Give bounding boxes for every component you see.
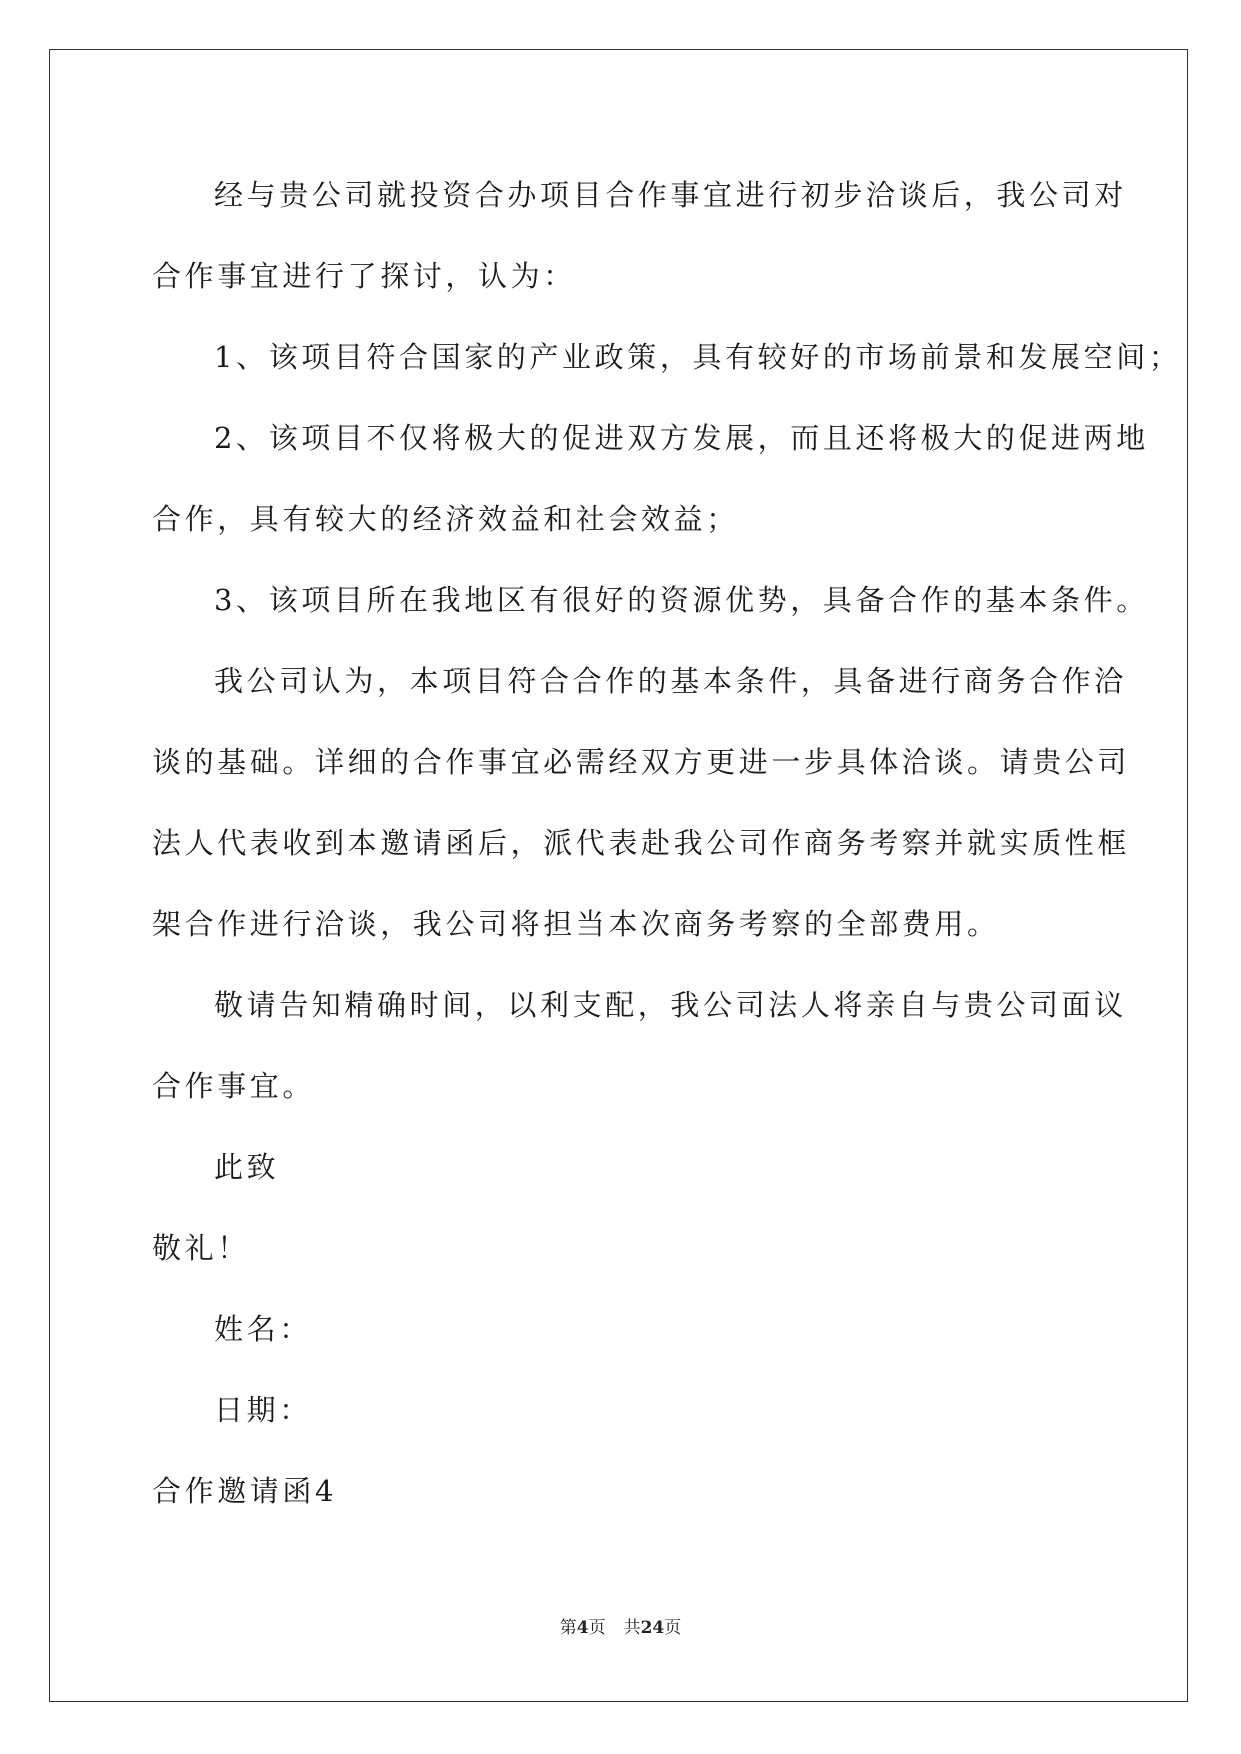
- paragraph-line: 2、该项目不仅将极大的促进双方发展，而且还将极大的促进两地: [214, 421, 1149, 455]
- page-prefix: 第: [559, 1618, 577, 1638]
- page-total: 24: [640, 1618, 665, 1638]
- paragraph-line: 合作，具有较大的经济效益和社会效益；: [152, 502, 739, 536]
- document-body: [152, 155, 1182, 1532]
- paragraph-line: 3、该项目所在我地区有很好的资源优势，具备合作的基本条件。: [214, 583, 1149, 617]
- paragraph-line: 1、该项目符合国家的产业政策，具有较好的市场前景和发展空间；: [214, 340, 1182, 374]
- page-footer: [0, 1613, 1241, 1638]
- closing-salutation: 此致: [214, 1150, 280, 1184]
- page-suffix: 页: [588, 1618, 606, 1638]
- total-prefix: 共: [623, 1618, 641, 1638]
- paragraph-line: 我公司认为，本项目符合合作的基本条件，具备进行商务合作洽: [214, 664, 1127, 698]
- paragraph-line: 合作事宜进行了探讨，认为：: [152, 259, 576, 293]
- total-suffix: 页: [664, 1618, 682, 1638]
- paragraph-line: 法人代表收到本邀请函后，派代表赴我公司作商务考察并就实质性框: [152, 826, 1131, 860]
- closing-regards: 敬礼！: [152, 1231, 250, 1265]
- paragraph-line: 敬请告知精确时间，以利支配，我公司法人将亲自与贵公司面议: [214, 988, 1127, 1022]
- paragraph-line: 合作事宜。: [152, 1069, 316, 1103]
- paragraph-line: 经与贵公司就投资合办项目合作事宜进行初步洽谈后，我公司对: [214, 178, 1127, 212]
- paragraph-line: 谈的基础。详细的合作事宜必需经双方更进一步具体洽谈。请贵公司: [152, 745, 1131, 779]
- page-current: 4: [576, 1618, 589, 1638]
- date-field-label: 日期：: [214, 1393, 312, 1427]
- paragraph-line: 架合作进行洽谈，我公司将担当本次商务考察的全部费用。: [152, 907, 1000, 941]
- name-field-label: 姓名：: [214, 1312, 312, 1346]
- section-heading: 合作邀请函4: [152, 1474, 338, 1508]
